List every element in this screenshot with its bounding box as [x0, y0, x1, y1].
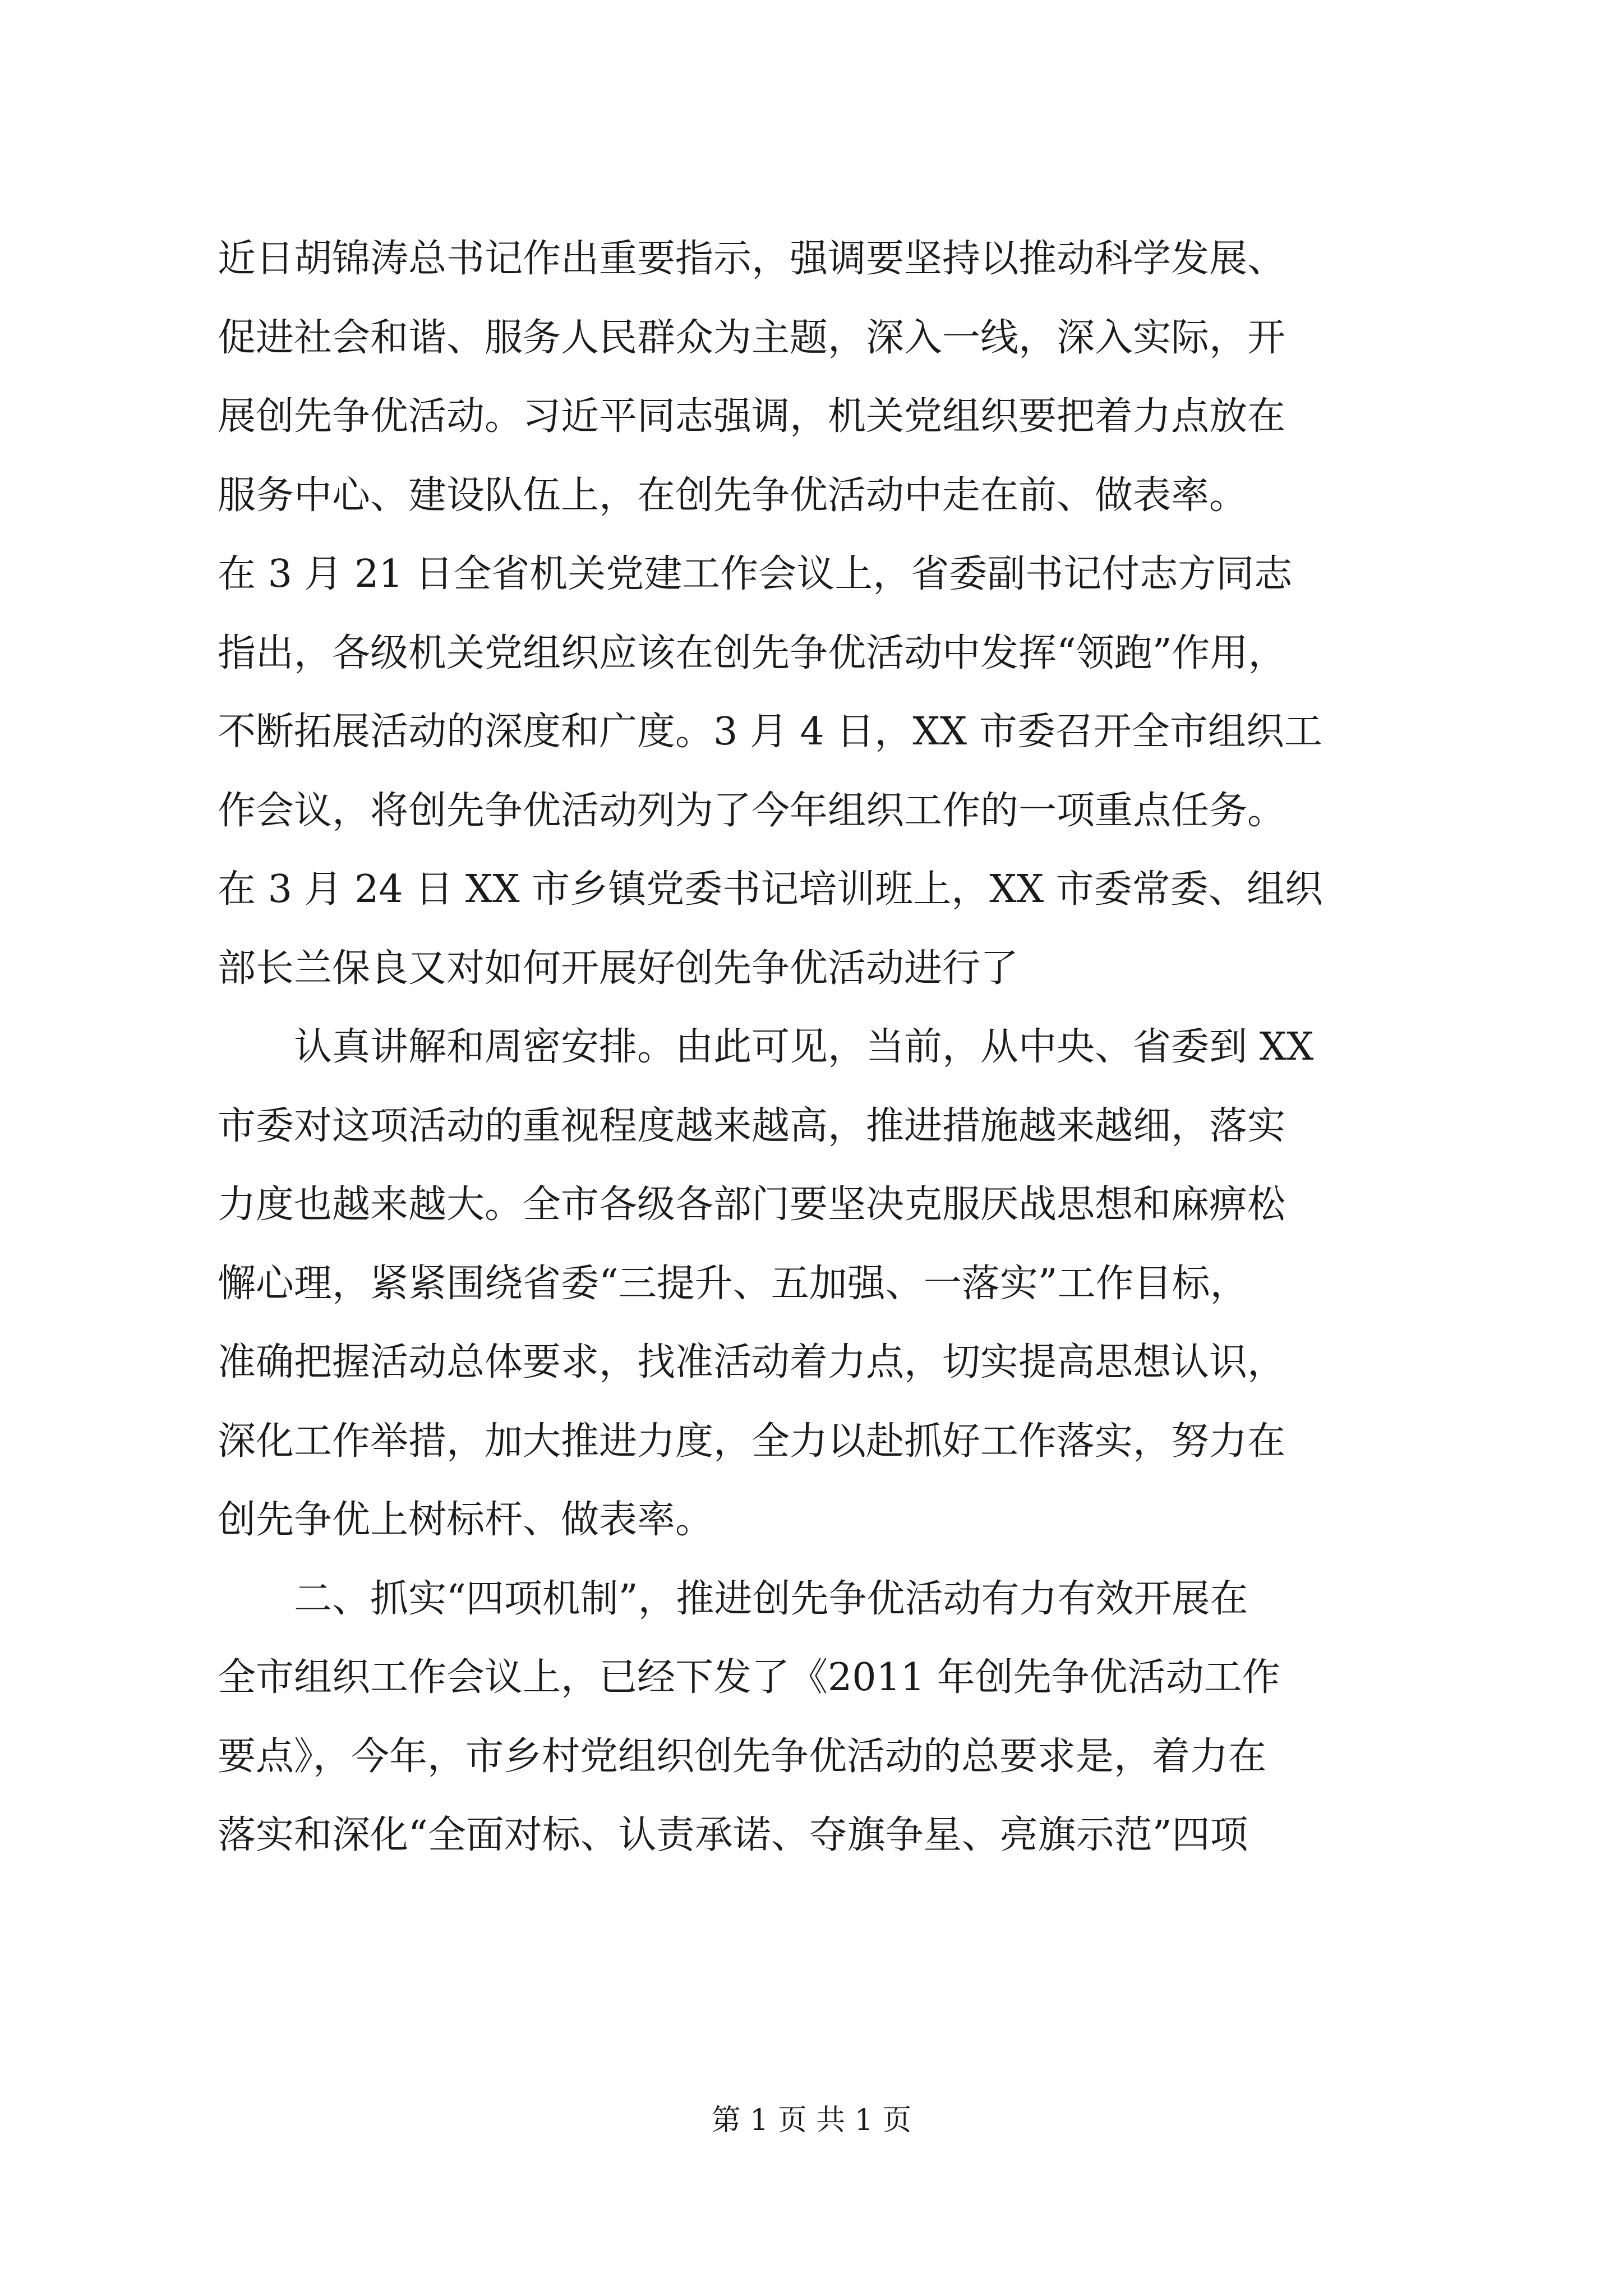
body-line: 创先争优上树标杆、做表率。: [218, 1498, 714, 1542]
body-line: 在 3 月 21 日全省机关党建工作会议上，省委副书记付志方同志: [218, 552, 1293, 596]
paragraph-first-line: 认真讲解和周密安排。由此可见，当前，从中央、省委到 XX: [294, 1025, 1314, 1069]
body-line: 市委对这项活动的重视程度越来越高，推进措施越来越细，落实: [218, 1103, 1286, 1148]
body-line: 准确把握活动总体要求，找准活动着力点，切实提高思想认识，: [218, 1340, 1286, 1384]
body-line: 不断拓展活动的深度和广度。3 月 4 日，XX 市委召开全市组织工: [218, 710, 1322, 754]
body-line: 近日胡锦涛总书记作出重要指示，强调要坚持以推动科学发展、: [218, 237, 1286, 281]
section-heading-line: 二、抓实“四项机制”，推进创先争优活动有力有效开展在: [294, 1576, 1248, 1621]
body-line: 落实和深化“全面对标、认责承诺、夺旗争星、亮旗示范”四项: [218, 1813, 1248, 1857]
body-line: 在 3 月 24 日 XX 市乡镇党委书记培训班上，XX 市委常委、组织: [218, 867, 1323, 912]
body-line: 指出，各级机关党组织应该在创先争优活动中发挥“领跑”作用，: [218, 631, 1287, 675]
body-line: 部长兰保良又对如何开展好创先争优活动进行了: [218, 946, 1019, 991]
body-line: 展创先争优活动。习近平同志强调，机关党组织要把着力点放在: [218, 394, 1286, 439]
body-line: 全市组织工作会议上，已经下发了《2011 年创先争优活动工作: [218, 1655, 1280, 1700]
body-line: 要点》，今年，市乡村党组织创先争优活动的总要求是，着力在: [218, 1734, 1267, 1779]
body-line: 懈心理，紧紧围绕省委“三提升、五加强、一落实”工作目标，: [218, 1261, 1248, 1306]
body-line: 服务中心、建设队伍上，在创先争优活动中走在前、做表率。: [218, 473, 1248, 518]
body-line: 力度也越来越大。全市各级各部门要坚决克服厌战思想和麻痹松: [218, 1182, 1286, 1227]
body-line: 促进社会和谐、服务人民群众为主题，深入一线，深入实际，开: [218, 315, 1286, 360]
document-body: [218, 220, 1412, 1875]
page-number-footer: 第 1 页 共 1 页: [711, 2104, 912, 2137]
body-line: 作会议，将创先争优活动列为了今年组织工作的一项重点任务。: [218, 788, 1286, 833]
body-line: 深化工作举措，加大推进力度，全力以赴抓好工作落实，努力在: [218, 1419, 1286, 1464]
